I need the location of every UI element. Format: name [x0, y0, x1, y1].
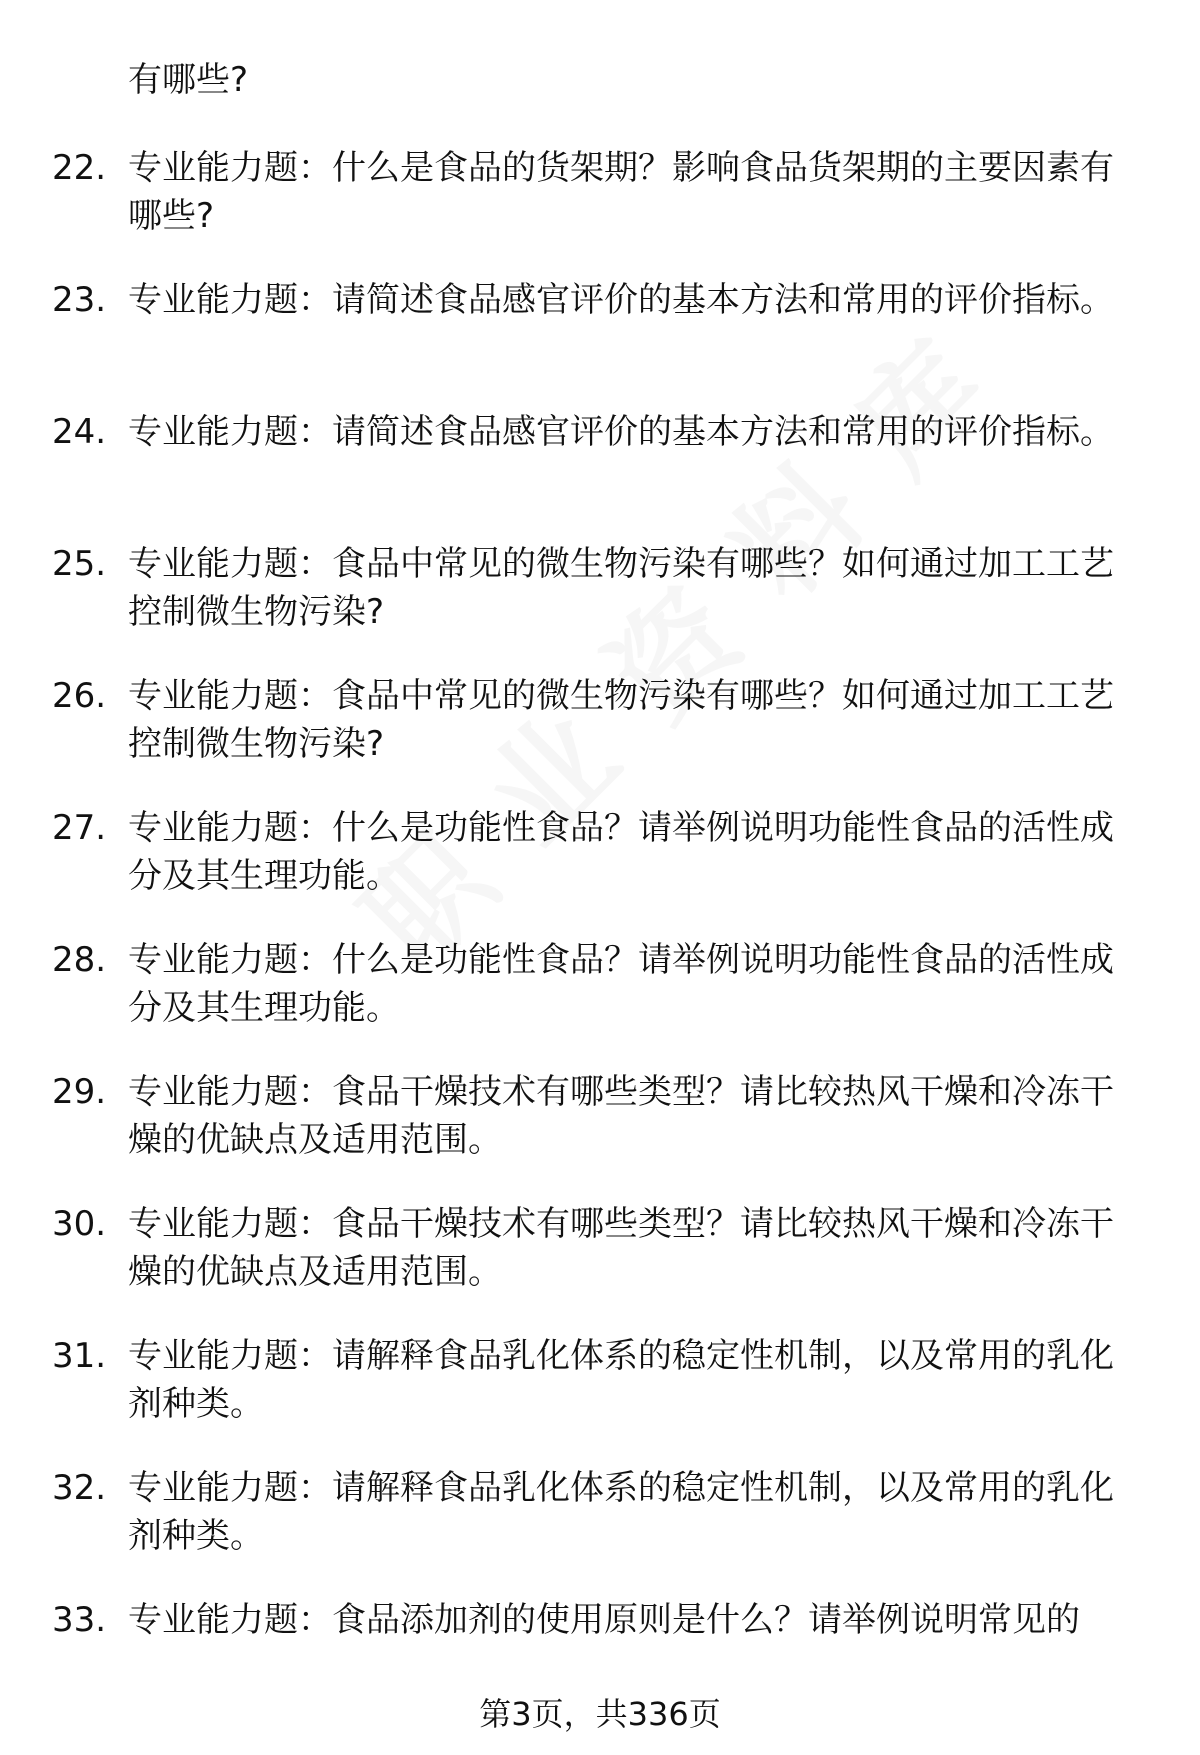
question-text: 专业能力题：食品添加剂的使用原则是什么？请举例说明常见的 [128, 1600, 1080, 1640]
question-number: 27. [52, 808, 107, 848]
question-text: 专业能力题：请简述食品感官评价的基本方法和常用的评价指标。 [128, 280, 1114, 320]
question-text: 专业能力题：什么是功能性食品？请举例说明功能性食品的活性成分及其生理功能。 [128, 940, 1114, 1028]
question-item [0, 1200, 1200, 1332]
question-number: 33. [52, 1600, 107, 1640]
question-item [0, 1464, 1200, 1596]
question-item [0, 804, 1200, 936]
question-item [0, 1068, 1200, 1200]
question-number: 32. [52, 1468, 107, 1508]
question-text: 专业能力题：食品干燥技术有哪些类型？请比较热风干燥和冷冻干燥的优缺点及适用范围。 [128, 1072, 1114, 1160]
question-item [0, 276, 1200, 408]
question-number: 25. [52, 544, 107, 584]
question-text: 专业能力题：请简述食品感官评价的基本方法和常用的评价指标。 [128, 412, 1114, 452]
question-list [0, 144, 1200, 1728]
question-text: 专业能力题：食品中常见的微生物污染有哪些？如何通过加工工艺控制微生物污染? [128, 676, 1114, 764]
question-item [0, 672, 1200, 804]
question-text: 专业能力题：什么是食品的货架期？影响食品货架期的主要因素有哪些? [128, 148, 1114, 236]
continued-question-text: 有哪些? [128, 60, 249, 100]
question-number: 26. [52, 676, 107, 716]
question-number: 28. [52, 940, 107, 980]
question-text: 专业能力题：食品中常见的微生物污染有哪些？如何通过加工工艺控制微生物污染? [128, 544, 1114, 632]
question-number: 29. [52, 1072, 107, 1112]
question-item [0, 408, 1200, 540]
question-item [0, 540, 1200, 672]
question-number: 23. [52, 280, 107, 320]
question-item [0, 936, 1200, 1068]
question-text: 专业能力题：什么是功能性食品？请举例说明功能性食品的活性成分及其生理功能。 [128, 808, 1114, 896]
question-number: 30. [52, 1204, 107, 1244]
question-text: 专业能力题：食品干燥技术有哪些类型？请比较热风干燥和冷冻干燥的优缺点及适用范围。 [128, 1204, 1114, 1292]
question-number: 22. [52, 148, 107, 188]
question-item [0, 144, 1200, 276]
question-text: 专业能力题：请解释食品乳化体系的稳定性机制，以及常用的乳化剂种类。 [128, 1468, 1114, 1556]
question-item [0, 1332, 1200, 1464]
question-number: 24. [52, 412, 107, 452]
question-text: 专业能力题：请解释食品乳化体系的稳定性机制，以及常用的乳化剂种类。 [128, 1336, 1114, 1424]
question-number: 31. [52, 1336, 107, 1376]
page-footer: 第3页，共336页 [479, 1695, 721, 1733]
